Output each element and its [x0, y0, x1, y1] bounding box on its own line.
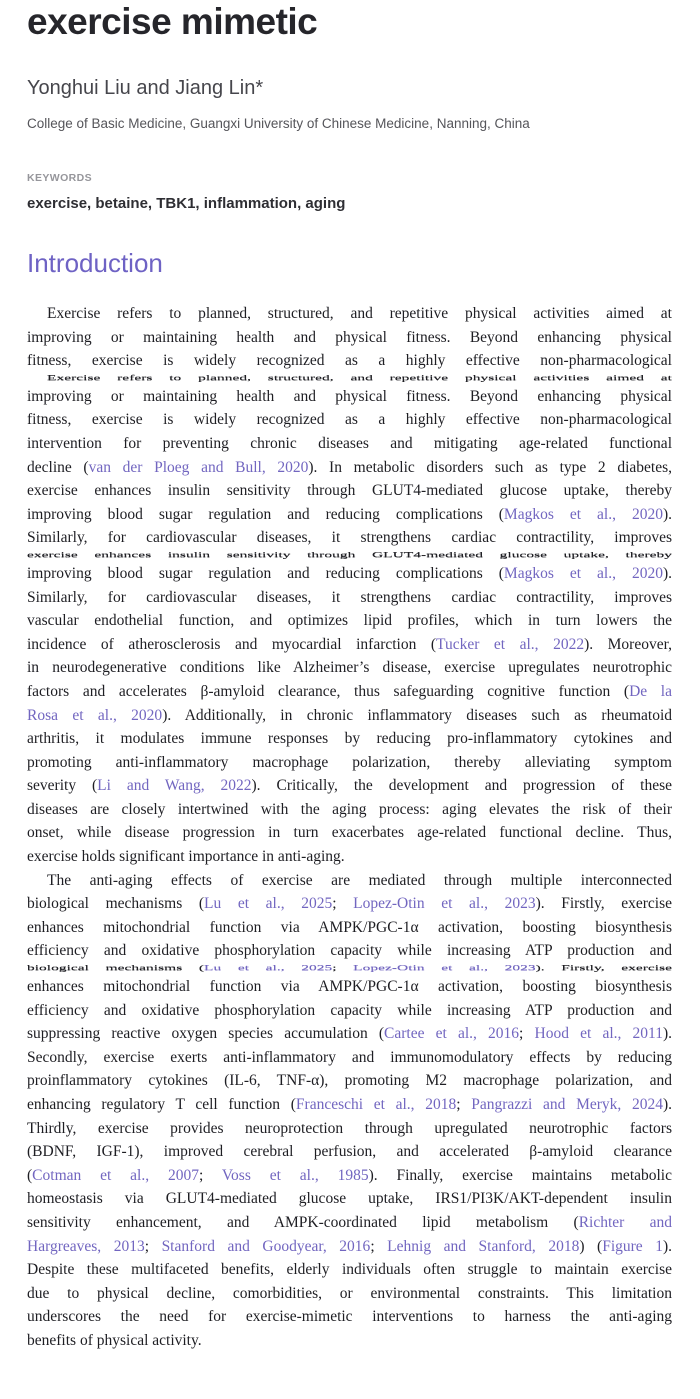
body-line: promoting anti-inflammatory macrophage polarization, thereby alleviating symptom: [27, 753, 672, 771]
body-line: (BDNF, IGF-1), improved cerebral perfusion, and accelerated β-amyloid clearance: [27, 1143, 672, 1161]
citation-link[interactable]: Cartee et al., 2016: [384, 1025, 520, 1043]
body-line: diseases are closely intertwined with the aging process: aging elevates the risk of their: [27, 800, 672, 818]
body-line: biological mechanisms (Lu et al., 2025; Lopez-Otin et al., 2023). Firstly, exercise: [27, 895, 672, 913]
body-line: Secondly, exercise exerts anti-inflammatory and immunomodulatory effects by reducing: [27, 1048, 672, 1066]
citation-link[interactable]: Rosa et al., 2020: [27, 706, 163, 724]
body-line: Despite these multifaceted benefits, elderly individuals often struggle to maintain exercise: [27, 1261, 672, 1279]
body-line: improving blood sugar regulation and reducing complications (Magkos et al., 2020).: [27, 505, 672, 523]
citation-link[interactable]: Stanford and Goodyear, 2016: [161, 1237, 371, 1255]
body-line: underscores the need for exercise-mimetic interventions to harness the anti-aging: [27, 1308, 672, 1326]
glitch-line: Exercise refers to planned, structured, and repetitive physical activities aimed at: [47, 374, 672, 382]
body-line: enhancing regulatory T cell function (Franceschi et al., 2018; Pangrazzi and Meryk, 2024).: [27, 1096, 672, 1113]
citation-link[interactable]: Magkos et al., 2020: [503, 564, 663, 582]
body-line: efficiency and oxidative phosphorylation capacity while increasing ATP production and: [27, 1001, 672, 1019]
citation-link[interactable]: Lopez-Otin et al., 2023: [353, 895, 536, 913]
citation-link[interactable]: Lu et al., 2025: [204, 964, 333, 973]
glitch-line: exercise enhances insulin sensitivity through GLUT4-mediated glucose uptake, thereby: [27, 551, 672, 559]
citation-link[interactable]: Figure 1: [602, 1237, 663, 1255]
body-line: Thirdly, exercise provides neuroprotection through upregulated neurotrophic factors: [27, 1119, 672, 1137]
glitch-line: biological mechanisms (Lu et al., 2025; Lopez-Otin et al., 2023). Firstly, exercise: [27, 964, 672, 973]
citation-link[interactable]: Hood et al., 2011: [534, 1025, 663, 1043]
body-line: homeostasis via GLUT4-mediated glucose uptake, IRS1/PI3K/AKT-dependent insulin: [27, 1190, 672, 1208]
section-heading-introduction: Introduction: [27, 248, 163, 278]
citation-link[interactable]: Tucker et al., 2022: [436, 635, 585, 653]
citation-link[interactable]: Richter and: [578, 1213, 672, 1231]
render-glitch-band: [27, 373, 672, 385]
citation-link[interactable]: Lehnig and Stanford, 2018: [387, 1237, 580, 1255]
body-line: The anti-aging effects of exercise are mediated through multiple interconnected: [47, 871, 672, 889]
body-line: Rosa et al., 2020). Additionally, in chronic inflammatory diseases such as rheumatoid: [27, 706, 672, 724]
body-line: exercise enhances insulin sensitivity through GLUT4-mediated glucose uptake, thereby: [27, 482, 672, 500]
body-line: Hargreaves, 2013; Stanford and Goodyear, 2016; Lehnig and Stanford, 2018) (Figure 1).: [27, 1237, 672, 1255]
body-line: benefits of physical activity.: [27, 1331, 202, 1349]
body-line: due to physical decline, comorbidities, or environmental constraints. This limitation: [27, 1284, 672, 1302]
body-line: enhances mitochondrial function via AMPK/PGC-1α activation, boosting biosynthesis: [27, 978, 672, 996]
body-line: (Cotman et al., 2007; Voss et al., 1985). Finally, exercise maintains metabolic: [27, 1166, 672, 1184]
citation-link[interactable]: Magkos et al., 2020: [503, 505, 663, 523]
citation-link[interactable]: Voss et al., 1985: [221, 1166, 369, 1184]
keywords-label: KEYWORDS: [27, 172, 93, 184]
body-line: fitness, exercise is widely recognized as a highly effective non-pharmacological: [27, 411, 672, 429]
body-line: incidence of atherosclerosis and myocardial infarction (Tucker et al., 2022). Moreover,: [27, 635, 672, 653]
citation-link[interactable]: Li and Wang, 2022: [97, 777, 252, 795]
keywords-list: exercise, betaine, TBK1, inflammation, aging: [27, 195, 346, 212]
body-line: Exercise refers to planned, structured, and repetitive physical activities aimed at: [47, 305, 672, 322]
paper-affiliation: College of Basic Medicine, Guangxi University of Chinese Medicine, Nanning, China: [27, 116, 530, 131]
body-line: improving or maintaining health and physical fitness. Beyond enhancing physical: [27, 387, 672, 405]
body-line: in neurodegenerative conditions like Alzheimer’s disease, exercise upregulates neurotrophic: [27, 659, 672, 677]
citation-link[interactable]: Cotman et al., 2007: [32, 1166, 199, 1184]
paper-authors: Yonghui Liu and Jiang Lin*: [27, 77, 264, 99]
body-line: factors and accelerates β-amyloid clearance, thus safeguarding cognitive function (De la: [27, 682, 672, 700]
body-line: vascular endothelial function, and optimizes lipid profiles, which in turn lowers the: [27, 612, 672, 630]
body-line: decline (van der Ploeg and Bull, 2020). In metabolic disorders such as type 2 diabetes,: [27, 458, 672, 476]
body-line: efficiency and oxidative phosphorylation capacity while increasing ATP production and: [27, 942, 672, 960]
body-line: Similarly, for cardiovascular diseases, it strengthens cardiac contractility, improves: [27, 529, 672, 547]
body-line: proinflammatory cytokines (IL-6, TNF-α), promoting M2 macrophage polarization, and: [27, 1072, 672, 1090]
body-line: suppressing reactive oxygen species accumulation (Cartee et al., 2016; Hood et al., 2011).: [27, 1025, 672, 1043]
citation-link[interactable]: Pangrazzi and Meryk, 2024: [471, 1096, 663, 1113]
body-line: fitness, exercise is widely recognized as a highly effective non-pharmacological: [27, 352, 672, 370]
citation-link[interactable]: van der Ploeg and Bull, 2020: [88, 458, 309, 476]
body-line: Similarly, for cardiovascular diseases, it strengthens cardiac contractility, improves: [27, 588, 672, 606]
citation-link[interactable]: Franceschi et al., 2018: [295, 1096, 457, 1113]
body-line: enhances mitochondrial function via AMPK/PGC-1α activation, boosting biosynthesis: [27, 918, 672, 936]
body-line: intervention for preventing chronic diseases and mitigating age-related functional: [27, 434, 672, 452]
citation-link[interactable]: Hargreaves, 2013: [27, 1237, 145, 1255]
body-line: onset, while disease progression in turn exacerbates age-related functional decline. Thus,: [27, 824, 672, 842]
render-glitch-band: [27, 963, 672, 975]
body-line: severity (Li and Wang, 2022). Critically, the development and progression of these: [27, 777, 672, 795]
citation-link[interactable]: Lu et al., 2025: [204, 895, 333, 913]
body-line: exercise holds significant importance in anti-aging.: [27, 848, 345, 866]
article-body: [27, 302, 672, 1353]
body-line: arthritis, it modulates immune responses by reducing pro-inflammatory cytokines and: [27, 730, 672, 748]
citation-link[interactable]: De la: [629, 682, 672, 700]
body-line: improving or maintaining health and physical fitness. Beyond enhancing physical: [27, 328, 672, 346]
paper-title: exercise mimetic: [27, 1, 318, 42]
citation-link[interactable]: Lopez-Otin et al., 2023: [353, 964, 536, 973]
render-glitch-band: [27, 550, 672, 562]
body-line: improving blood sugar regulation and reducing complications (Magkos et al., 2020).: [27, 564, 672, 582]
body-line: sensitivity enhancement, and AMPK-coordinated lipid metabolism (Richter and: [27, 1213, 672, 1231]
